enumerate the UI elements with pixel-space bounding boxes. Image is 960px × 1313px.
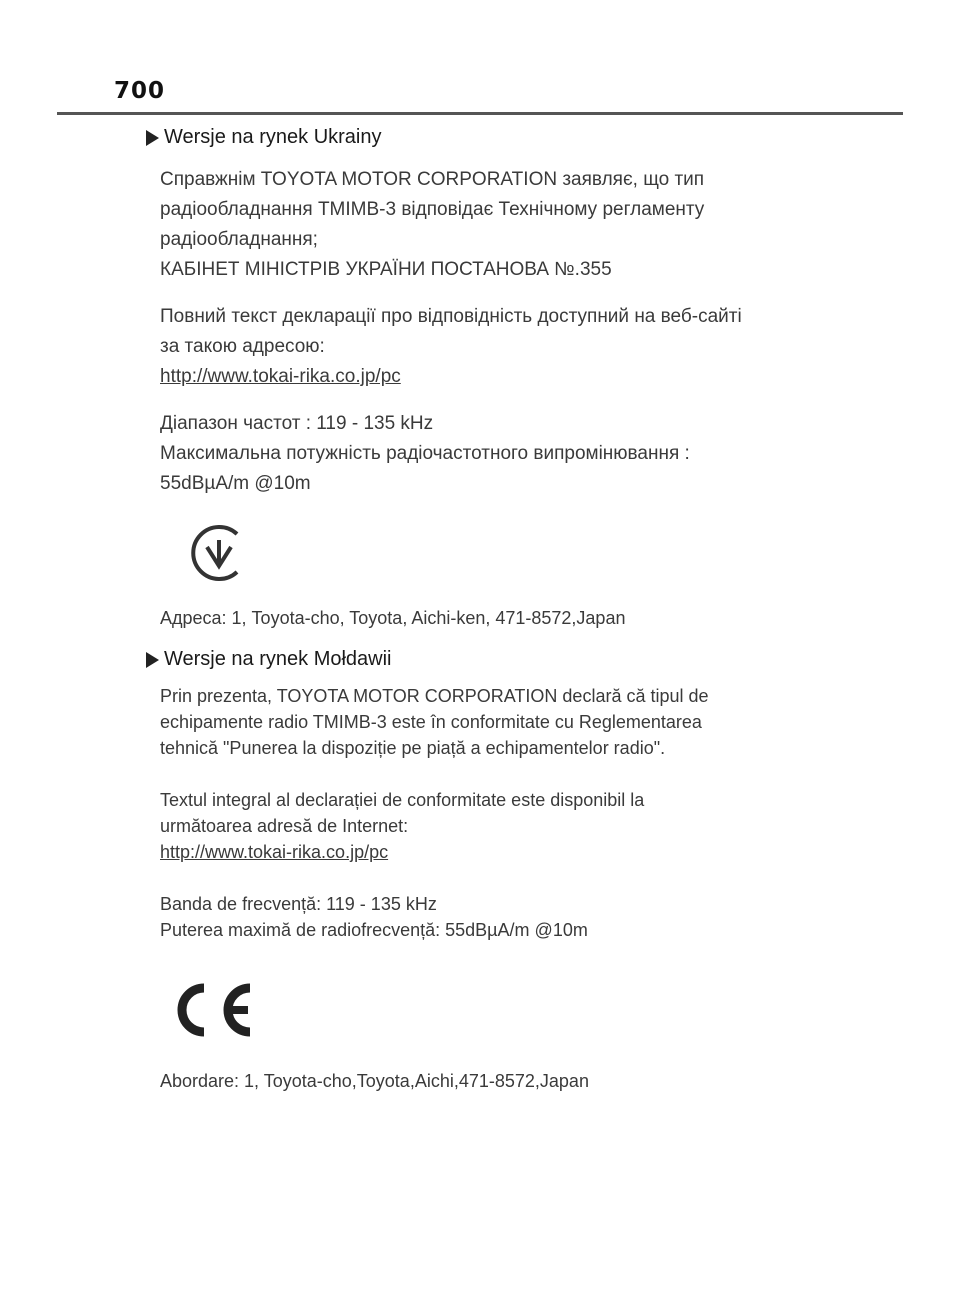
triangle-bullet-icon [146,652,159,668]
ukraine-fulltext-line: за такою адресою: [160,336,325,357]
section-heading-moldova [146,648,392,671]
section-heading-ukraine-label: Wersje na rynek Ukrainy [164,126,382,148]
moldova-spec-line: Banda de frecvență: 119 - 135 kHz [160,894,437,914]
ukraine-address: Адреса: 1, Toyota-cho, Toyota, Aichi-ken, 471-8572,Japan [160,608,626,628]
section-heading-ukraine [146,126,381,149]
moldova-declaration-line: Prin prezenta, TOYOTA MOTOR CORPORATION declară că tipul de [160,686,709,706]
ukraine-declaration-link[interactable]: http://www.tokai-rika.co.jp/pc [160,366,401,387]
moldova-fulltext-line: următoarea adresă de Internet: [160,816,409,836]
moldova-spec-line: Puterea maximă de radiofrecvență: 55dBµA/m @10m [160,920,588,940]
moldova-declaration-line: echipamente radio TMIMB-3 este în conformitate cu Reglementarea [160,712,702,732]
ukraine-fulltext-line: Повний текст декларації про відповідність доступний на веб-сайті [160,306,742,327]
ukraine-declaration-line: Справжнім TOYOTA MOTOR CORPORATION заявляє, що тип [160,169,705,190]
moldova-address: Abordare: 1, Toyota-cho,Toyota,Aichi,471-8572,Japan [160,1071,589,1091]
triangle-bullet-icon [146,130,159,146]
ukraine-spec-line: 55dBµA/m @10m [160,473,311,494]
moldova-fulltext-line: Textul integral al declarației de conformitate este disponibil la [160,790,645,810]
ukrainian-conformity-mark-icon [188,522,250,589]
ce-mark-icon [166,977,256,1048]
ukraine-declaration-line: радіообладнання; [160,229,318,250]
moldova-declaration-block [160,683,709,943]
ukraine-declaration-line: КАБІНЕТ МІНІСТРІВ УКРАЇНИ ПОСТАНОВА №.355 [160,259,612,280]
ukraine-spec-line: Діапазон частот : 119 - 135 kHz [160,413,434,434]
moldova-declaration-line: tehnică "Punerea la dispoziție pe piață a echipamentelor radio". [160,738,666,758]
moldova-declaration-link[interactable]: http://www.tokai-rika.co.jp/pc [160,842,389,862]
section-heading-moldova-label: Wersje na rynek Mołdawii [164,648,392,670]
ukraine-declaration-block [160,165,742,499]
page-number: 700 [114,78,166,104]
ukraine-declaration-line: радіообладнання TMIMB-3 відповідає Технічному регламенту [160,199,705,220]
header-divider [57,112,903,115]
ukraine-spec-line: Максимальна потужність радіочастотного випромінювання : [160,443,690,464]
